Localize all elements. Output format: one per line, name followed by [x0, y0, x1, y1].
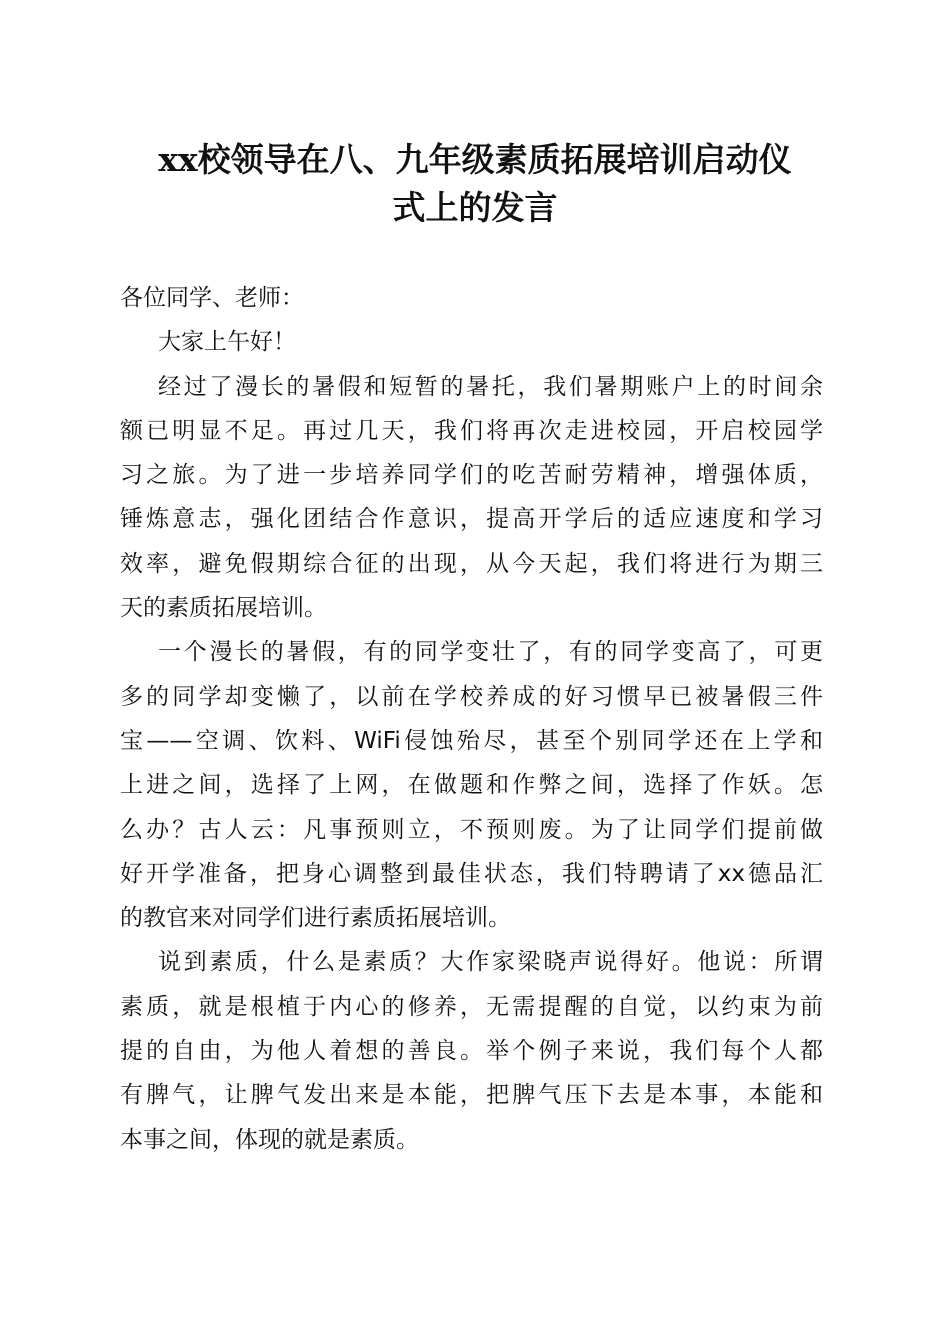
paragraph	[120, 940, 823, 1161]
greeting: 大家上午好！	[158, 329, 296, 356]
paragraph-line: 习之旅。为了进一步培养同学们的吃苦耐劳精神，增强体质，	[120, 462, 823, 489]
salutation: 各位同学、老师：	[120, 285, 304, 311]
paragraph-line: 的教官来对同学们进行素质拓展培训。	[120, 905, 511, 932]
paragraph-line: 上进之间，选择了上网，在做题和作弊之间，选择了作妖。怎	[120, 772, 823, 799]
document-body	[120, 276, 823, 1162]
paragraph-line: 么办？古人云：凡事预则立，不预则废。为了让同学们提前做	[120, 816, 823, 843]
paragraph-line: 天的素质拓展培训。	[120, 595, 327, 622]
title-line: xx校领导在八、九年级素质拓展培训启动仪	[158, 140, 792, 179]
paragraph-line: 提的自由，为他人着想的善良。举个例子来说，我们每个人都	[120, 1038, 823, 1065]
document-title	[100, 136, 850, 232]
paragraph-line: 宝——空调、饮料、WiFi侵蚀殆尽，甚至个别同学还在上学和	[120, 727, 823, 754]
paragraph-line: 本事之间，体现的就是素质。	[120, 1126, 419, 1153]
paragraph-line: 锤炼意志，强化团结合作意识，提高开学后的适应速度和学习	[120, 506, 823, 533]
paragraph-line: 多的同学却变懒了，以前在学校养成的好习惯早已被暑假三件	[120, 683, 823, 710]
paragraph-line: 好开学准备，把身心调整到最佳状态，我们特聘请了xx德品汇	[120, 860, 823, 887]
paragraph-line: 一个漫长的暑假，有的同学变壮了，有的同学变高了，可更	[158, 639, 823, 666]
paragraph-line: 说到素质，什么是素质？大作家梁晓声说得好。他说：所谓	[158, 949, 823, 976]
title-line: 式上的发言	[392, 188, 558, 227]
paragraph-line: 经过了漫长的暑假和短暂的暑托，我们暑期账户上的时间余	[158, 373, 823, 400]
paragraph-line: 额已明显不足。再过几天，我们将再次走进校园，开启校园学	[120, 417, 823, 444]
paragraph-line: 有脾气，让脾气发出来是本能，把脾气压下去是本事，本能和	[120, 1082, 823, 1109]
paragraph-line: 效率，避免假期综合征的出现，从今天起，我们将进行为期三	[120, 550, 823, 577]
paragraph	[120, 365, 823, 631]
paragraph-line: 素质，就是根植于内心的修养，无需提醒的自觉，以约束为前	[120, 993, 823, 1020]
paragraph	[120, 630, 823, 940]
